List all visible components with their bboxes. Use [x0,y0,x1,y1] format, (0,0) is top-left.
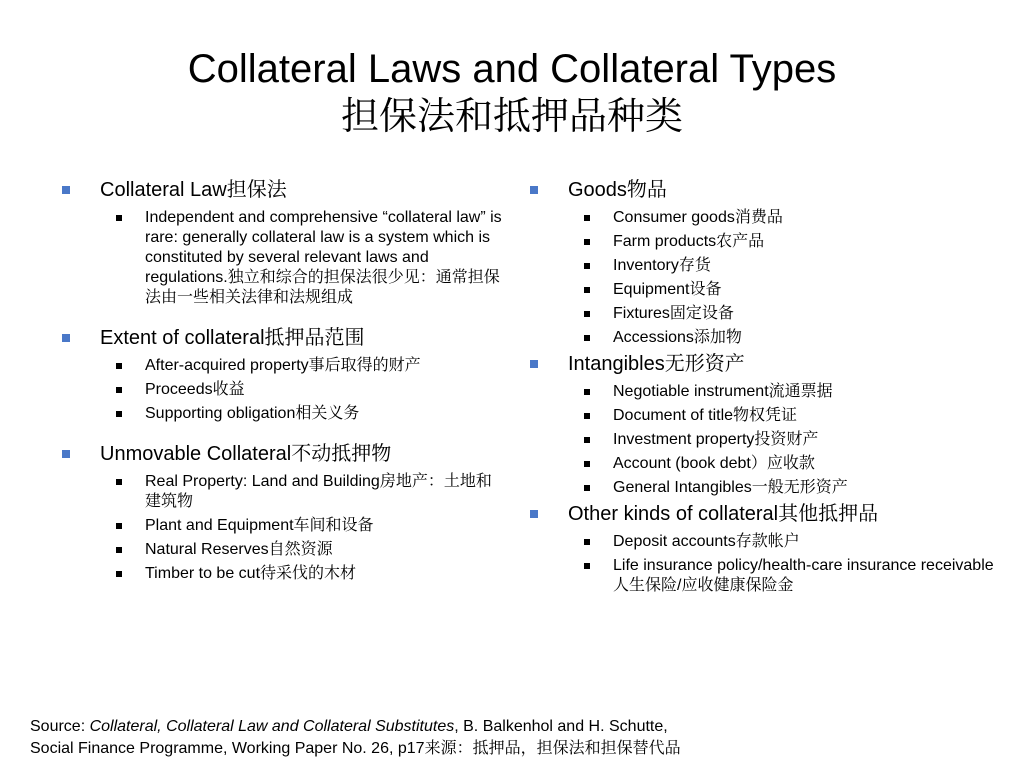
list-item: General Intangibles一般无形资产 [530,478,1000,498]
list-item: After-acquired property事后取得的财产 [62,356,502,376]
square-bullet-icon [584,413,590,419]
list-item: Deposit accounts存款帐户 [530,532,1000,552]
title-english: Collateral Laws and Collateral Types [187,47,837,91]
square-bullet-icon [584,287,590,293]
square-bullet-icon [584,563,590,569]
list-item: Document of title物权凭证 [530,406,1000,426]
section-heading-collateral-law: Collateral Law担保法 [62,178,502,202]
square-bullet-icon [116,363,122,369]
section-heading-other-collateral: Other kinds of collateral其他抵押品 [530,502,1000,526]
square-bullet-icon [62,450,70,458]
square-bullet-icon [584,539,590,545]
square-bullet-icon [62,186,70,194]
source-line-1: Source: Collateral, Collateral Law and Collateral Substitutes, B. Balkenhol and H. Schutte, [30,718,668,735]
list-item: Equipment设备 [530,280,1000,300]
list-item: Proceeds收益 [62,380,502,400]
section-heading-intangibles: Intangibles无形资产 [530,352,1000,376]
list-item: Inventory存货 [530,256,1000,276]
list-item: Fixtures固定设备 [530,304,1000,324]
square-bullet-icon [584,311,590,317]
square-bullet-icon [584,437,590,443]
square-bullet-icon [62,334,70,342]
list-item: Farm products农产品 [530,232,1000,252]
source-line-2: Social Finance Programme, Working Paper No. 26, p17来源：抵押品，担保法和担保替代品 [30,740,681,757]
square-bullet-icon [116,523,122,529]
square-bullet-icon [116,387,122,393]
square-bullet-icon [584,335,590,341]
square-bullet-icon [584,239,590,245]
square-bullet-icon [530,186,538,194]
title-chinese: 担保法和抵押品种类 [340,96,683,138]
section-heading-extent-of-collateral: Extent of collateral抵押品范围 [62,326,502,350]
list-item: Plant and Equipment车间和设备 [62,516,502,536]
section-heading-goods: Goods物品 [530,178,1000,202]
square-bullet-icon [584,389,590,395]
square-bullet-icon [116,571,122,577]
square-bullet-icon [116,547,122,553]
list-item: Life insurance policy/health-care insurance receivable人生保险/应收健康保险金 [530,556,1000,596]
square-bullet-icon [530,510,538,518]
list-item: Investment property投资财产 [530,430,1000,450]
source-citation [30,716,1010,760]
list-item: Timber to be cut待采伐的木材 [62,564,502,584]
square-bullet-icon [584,263,590,269]
square-bullet-icon [584,215,590,221]
list-item: Negotiable instrument流通票据 [530,382,1000,402]
square-bullet-icon [116,411,122,417]
right-column [530,178,1000,600]
left-column [62,178,502,588]
square-bullet-icon [116,215,122,221]
list-item: Real Property: Land and Building房地产：土地和建筑物 [62,472,502,512]
square-bullet-icon [116,479,122,485]
square-bullet-icon [530,360,538,368]
list-item: Accessions添加物 [530,328,1000,348]
list-item: Independent and comprehensive “collateral law” is rare: generally collateral law is a system which is constituted by several relevant laws and regulations.独立和综合的担保法很少见：通常担保法由一些相关法律和法规组成 [62,208,502,308]
list-item: Supporting obligation相关义务 [62,404,502,424]
list-item: Natural Reserves自然资源 [62,540,502,560]
list-item: Account (book debt）应收款 [530,454,1000,474]
slide-title [0,46,1024,140]
list-item: Consumer goods消费品 [530,208,1000,228]
section-heading-unmovable-collateral: Unmovable Collateral不动抵押物 [62,442,502,466]
square-bullet-icon [584,485,590,491]
square-bullet-icon [584,461,590,467]
